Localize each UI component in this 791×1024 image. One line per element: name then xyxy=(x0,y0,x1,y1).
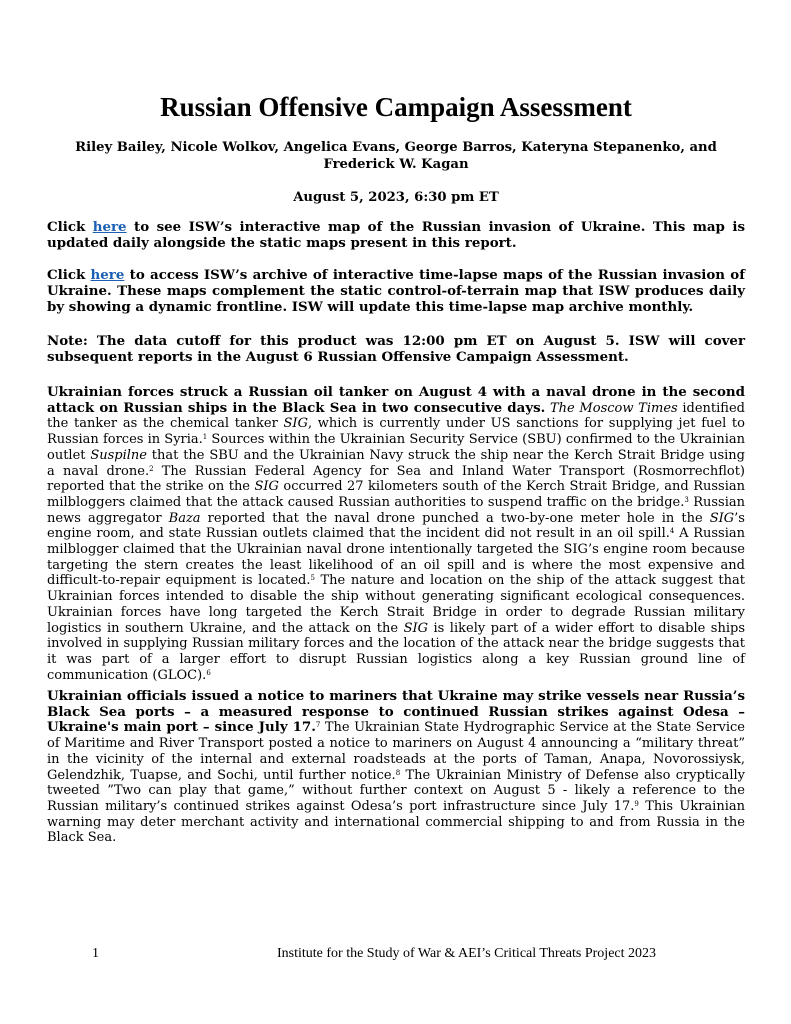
paragraph-mariners-notice xyxy=(47,689,745,846)
footnote-ref[interactable]: 3 xyxy=(684,495,689,504)
paragraph-lead: Ukrainian officials issued a notice to mariners that Ukraine may strike vessels near Russia’s Black Sea ports – a measured response to continued Russian strikes against Odesa – Ukraine's main port – since July 17. xyxy=(47,688,745,736)
body-text: identified the tanker as the chemical tanker xyxy=(47,400,745,432)
body-text: A Russian milblogger claimed that the Ukrainian naval drone intentionally targeted the SIG’s engine room because targeting the stern creates the least likelihood of an oil spill and is where the most expensive and difficult-to-repair equipment is located. xyxy=(47,526,746,589)
body-text: ’s engine room, and state Russian outlets claimed that the incident did not result in an oil spill. xyxy=(47,510,745,542)
footnote-ref[interactable]: 4 xyxy=(669,527,675,536)
body-text: occurred 27 kilometers south of the Kerch Strait Bridge, and Russian milbloggers claimed that the attack caused Russian authorities to suspend traffic on the bridge. xyxy=(47,479,745,510)
page-number: 1 xyxy=(92,946,99,961)
footnote-ref[interactable]: 6 xyxy=(206,668,211,677)
report-date: August 5, 2023, 6:30 pm ET xyxy=(293,190,499,205)
body-text: The Russian Federal Agency for Sea and Inland Water Transport (Rosmorrechflot) reported that the strike on the xyxy=(47,463,745,495)
body-text: reported that the naval drone punched a two-by-one meter hole in the xyxy=(200,510,710,526)
body-text: , which is currently under US sanctions for supplying jet fuel to Russian forces in Syria. xyxy=(47,416,745,448)
data-cutoff-note: Note: The data cutoff for this product was 12:00 pm ET on August 5. ISW will cover subsequent reports in the August 6 Russian Offensive Campaign Assessment. xyxy=(47,333,745,365)
footnote-ref[interactable]: 9 xyxy=(634,799,639,808)
page-footer xyxy=(47,946,745,964)
notice-text: to see ISW’s interactive map of the Russian invasion of Ukraine. This map is updated daily alongside the static maps present in this report. xyxy=(47,219,745,251)
italic-text: SIG xyxy=(403,620,429,636)
authors: Riley Bailey, Nicole Wolkov, Angelica Evans, George Barros, Kateryna Stepanenko, and Frederick W. Kagan xyxy=(75,140,717,172)
body-text: This Ukrainian warning may deter merchant activity and international commercial shipping to and from Russia in the Black Sea. xyxy=(47,798,745,846)
italic-text: Suspilne xyxy=(90,447,147,463)
italic-text: SIG xyxy=(709,510,735,526)
notice-text: to access ISW’s archive of interactive time-lapse maps of the Russian invasion of Ukraine. These maps complement the static control-of-terrain map that ISW produces daily by showing a dynamic frontline. ISW will update this time-lapse map archive monthly. xyxy=(47,267,745,315)
italic-text: Baza xyxy=(168,510,201,526)
footnote-ref[interactable]: 7 xyxy=(315,721,321,730)
footnote-ref[interactable]: 2 xyxy=(149,464,154,473)
body-text: Russian news aggregator xyxy=(47,494,745,526)
paragraph-tanker-strike xyxy=(47,385,745,683)
body-text: The Ukrainian Ministry of Defense also cryptically tweeted ”Two can play that game,” without further context on August 5 - likely a reference to the Russian military’s continued strikes against Odesa’s port infrastructure since July 17. xyxy=(47,767,745,814)
paragraph-lead: Ukrainian forces struck a Russian oil tanker on August 4 with a naval drone in the second attack on Russian ships in the Black Sea in two consecutive days. xyxy=(47,384,745,416)
page-title: Russian Offensive Campaign Assessment xyxy=(160,92,632,122)
notice-text: Click xyxy=(47,267,91,283)
body-text: The nature and location on the ship of the attack suggest that Ukrainian forces intended to disable the ship without generating significant ecological consequences. Ukrainian forces have long targeted the Kerch Strait Bridge in order to degrade Russian military logistics in southern Ukraine, and the attack on the xyxy=(47,573,745,636)
body-text: is likely part of a wider effort to disable ships involved in supplying Russian military forces and the location of the attack near the bridge suggests that it was part of a larger effort to disrupt Russian logistics along a key Russian ground line of communication (GLOC). xyxy=(47,620,745,683)
interactive-map-notice xyxy=(47,219,745,251)
italic-text: SIG xyxy=(283,416,308,432)
italic-text: The Moscow Times xyxy=(550,400,678,416)
body-text: The Ukrainian State Hydrographic Service at the State Service of Maritime and River Transport posted a notice to mariners on August 4 announcing a “military threat” in the vicinity of the internal and external roadsteads at the ports of Taman, Anapa, Novorossiysk, Gelendzhik, Tuapse, and Sochi, until further notice. xyxy=(47,720,745,783)
italic-text: SIG xyxy=(254,479,279,495)
time-lapse-archive-link[interactable]: here xyxy=(90,267,125,283)
body-text: Sources within the Ukrainian Security Service (SBU) confirmed to the Ukrainian outlet xyxy=(47,432,745,463)
footnote-ref[interactable]: 1 xyxy=(202,433,208,442)
footnote-ref[interactable]: 8 xyxy=(395,768,401,777)
footnote-ref[interactable]: 5 xyxy=(310,574,315,583)
body-text: that the SBU and the Ukrainian Navy struck the ship near the Kerch Strait Bridge using a naval drone. xyxy=(47,447,745,479)
interactive-map-link[interactable]: here xyxy=(92,219,127,235)
notice-text: Click xyxy=(47,219,93,235)
footer-organization: Institute for the Study of War & AEI’s Critical Threats Project 2023 xyxy=(277,946,657,961)
time-lapse-archive-notice xyxy=(47,267,745,315)
